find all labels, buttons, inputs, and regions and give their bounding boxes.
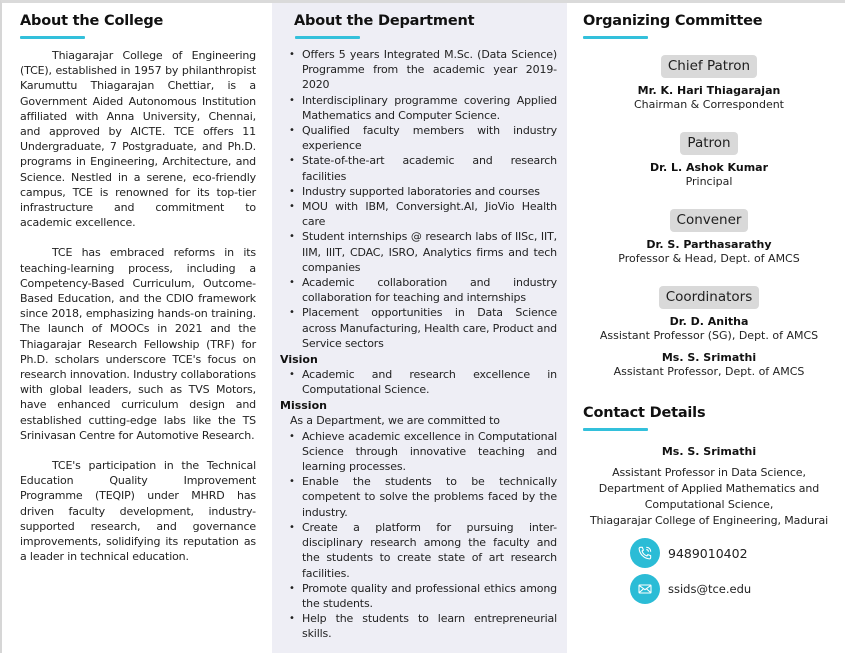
- mail-icon: [630, 574, 660, 604]
- list-item: • Enable the students to be technically competent to solve the problems faced by the industry.: [280, 474, 557, 520]
- committee-member: [583, 161, 835, 189]
- role-badge: Chief Patron: [661, 55, 757, 78]
- list-item: • State-of-the-art academic and research facilities: [280, 153, 557, 183]
- list-item: • Promote quality and professional ethics among the students.: [280, 581, 557, 611]
- member-name: Mr. K. Hari Thiagarajan: [637, 84, 781, 97]
- role-group-coordinators: [583, 286, 835, 379]
- list-item: • Academic and research excellence in Computational Science.: [280, 367, 557, 397]
- member-title: Assistant Professor (SG), Dept. of AMCS: [599, 329, 819, 342]
- member-name: Dr. L. Ashok Kumar: [649, 161, 769, 174]
- committee-member: [583, 315, 835, 343]
- member-name: Dr. D. Anitha: [669, 315, 749, 328]
- list-item: • MOU with IBM, Conversight.AI, JioVio Health care: [280, 199, 557, 229]
- heading-underline: [583, 36, 648, 39]
- member-title: Chairman & Correspondent: [633, 98, 784, 111]
- list-item: • Industry supported laboratories and courses: [280, 184, 557, 199]
- email-row[interactable]: [630, 574, 835, 604]
- organizing-committee-section: [567, 3, 845, 653]
- heading-underline: [583, 428, 648, 431]
- committee-member: [583, 351, 835, 379]
- heading-underline: [20, 36, 85, 39]
- list-item: • Academic collaboration and industry collaboration for teaching and internships: [280, 275, 557, 305]
- college-paragraph: Thiagarajar College of Engineering (TCE), established in 1957 by philanthropist Karumuttu Thiagarajan Chettiar, is a Government Aided Autonomous Institution affiliated with Anna University, Chennai, and approved by AICTE. TCE offers 11 Undergraduate, 7 Postgraduate, and Ph.D. programs in Engineering, Architecture, and Science. Nestled in a serene, eco-friendly campus, TCE is renowned for its top-tier infrastructure and commitment to academic excellence.: [20, 49, 256, 230]
- contact-name: Ms. S. Srimathi: [661, 445, 757, 458]
- email-address[interactable]: ssids@tce.edu: [668, 582, 752, 596]
- organizing-committee-heading: Organizing Committee: [583, 13, 763, 29]
- contact-details-heading: Contact Details: [583, 405, 706, 421]
- college-paragraph: TCE has embraced reforms in its teaching-learning process, including a Competency-Based Curriculum, Outcome- Based Education, and the CDIO framework since 2018, emphasizing hands-on training. The launch of MOOCs in 2021 and the Thiagarajar Research Fellowship (TRF) for Ph.D. scholars underscore TCE's focus on research innovation. Industry collaborations with global leaders, such as TVS Motors, have enhanced curriculum design and established cutting-edge labs like the TS Srinivasan Centre for Automotive Research.: [20, 246, 256, 442]
- role-group-convener: [583, 209, 835, 266]
- role-group-chief-patron: [583, 55, 835, 112]
- address-line: Department of Applied Mathematics and: [598, 482, 820, 495]
- address-line: Computational Science,: [644, 498, 774, 511]
- phone-icon: [630, 538, 660, 568]
- about-department-heading: About the Department: [294, 13, 475, 29]
- address-line: Assistant Professor in Data Science,: [612, 466, 806, 479]
- phone-number[interactable]: 9489010402: [668, 545, 748, 561]
- contact-address: [583, 465, 835, 529]
- about-college-section: [2, 3, 270, 653]
- member-name: Ms. S. Srimathi: [661, 351, 757, 364]
- committee-member: [583, 84, 835, 112]
- department-highlights-list: [280, 47, 557, 351]
- list-item: • Qualified faculty members with industry experience: [280, 123, 557, 153]
- contact-block: [583, 445, 835, 529]
- role-group-patron: [583, 132, 835, 189]
- list-item: • Interdisciplinary programme covering Applied Mathematics and Computer Science.: [280, 93, 557, 123]
- list-item: • Student internships @ research labs of IISc, IIT, IIM, IIIT, CDAC, ISRO, Analytics firms and tech companies: [280, 229, 557, 275]
- member-title: Principal: [685, 175, 733, 188]
- list-item: • Achieve academic excellence in Computational Science through innovative teaching and learning processes.: [280, 429, 557, 475]
- member-name: Dr. S. Parthasarathy: [646, 238, 772, 251]
- mission-list: [280, 429, 557, 642]
- about-college-heading: About the College: [20, 13, 164, 29]
- phone-row[interactable]: [630, 538, 835, 568]
- contact-section: [583, 403, 835, 604]
- vision-heading: Vision: [280, 353, 318, 367]
- member-title: Assistant Professor, Dept. of AMCS: [613, 365, 805, 378]
- heading-underline: [295, 36, 360, 39]
- committee-member: [583, 238, 835, 266]
- role-badge: Coordinators: [659, 286, 760, 309]
- about-department-section: [272, 3, 567, 653]
- address-line: Thiagarajar College of Engineering, Madurai: [589, 514, 829, 527]
- vision-list: [280, 367, 557, 397]
- member-title: Professor & Head, Dept. of AMCS: [618, 252, 800, 265]
- list-item: • Placement opportunities in Data Science across Manufacturing, Health care, Product and Service sectors: [280, 305, 557, 351]
- list-item: • Help the students to learn entrepreneurial skills.: [280, 611, 557, 641]
- college-paragraph: TCE's participation in the Technical Education Quality Improvement Programme (TEQIP) under MHRD has driven faculty development, industry-supported research, and governance improvements, solidifying its reputation as a leader in technical education.: [20, 459, 256, 564]
- role-badge: Patron: [680, 132, 737, 155]
- list-item: • Create a platform for pursuing inter-disciplinary research among the faculty and the students to create state of art research facilities.: [280, 520, 557, 581]
- committee-list: [583, 55, 835, 379]
- list-item: • Offers 5 years Integrated M.Sc. (Data Science) Programme from the academic year 2019-2020: [280, 47, 557, 93]
- mission-intro: As a Department, we are committed to: [290, 414, 500, 428]
- mission-heading: Mission: [280, 399, 327, 413]
- role-badge: Convener: [670, 209, 749, 232]
